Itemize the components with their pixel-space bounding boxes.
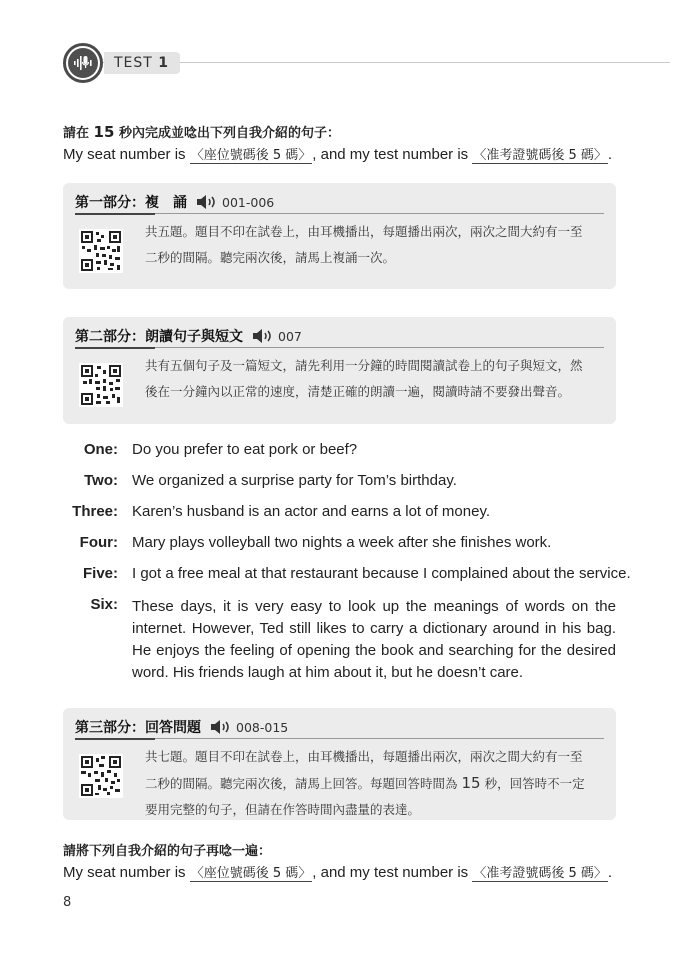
part3-title-underline	[75, 738, 155, 740]
part1-title-underline	[75, 213, 155, 215]
part2-instructions	[145, 353, 604, 405]
part3-header	[75, 716, 288, 738]
speaker-icon	[253, 329, 275, 343]
microphone-badge-icon	[63, 43, 103, 83]
page-number: 8	[63, 895, 72, 910]
part2-line-2: 後在一分鐘內以正常的速度，清楚正確的朗讀一遍，閱讀時請不要發出聲音。	[145, 384, 571, 399]
outro-end: .	[607, 864, 613, 881]
part1-header	[75, 191, 274, 213]
test-number-blank: 〈准考證號碼後 5 碼〉	[472, 862, 608, 882]
part2-rule	[155, 347, 604, 348]
sentence-text: We organized a surprise party for Tom’s birthday.	[132, 472, 457, 489]
part2-title-underline	[75, 347, 155, 349]
outro-mid-text: , and my test number is	[312, 864, 469, 881]
part2-line-1: 共有五個句子及一篇短文，請先利用一分鐘的時間閱讀試卷上的句子與短文，然	[145, 358, 583, 373]
part1-rule	[155, 213, 604, 214]
part1-audio-track: 001-006	[222, 194, 275, 210]
part3-seconds: 15	[461, 774, 481, 792]
part1-instructions	[145, 219, 604, 271]
sentence-label: Three:	[72, 503, 118, 520]
outro-seat-text: My seat number is	[63, 864, 186, 881]
intro-mid-text: , and my test number is	[312, 146, 469, 163]
sentence-label: One:	[83, 441, 118, 458]
sentence-label: Two:	[84, 472, 118, 489]
intro-instruction-pre: 請在	[63, 126, 90, 141]
sentence-text: I got a free meal at that restaurant because I complained about the service.	[132, 565, 631, 582]
test-number-blank: 〈准考證號碼後 5 碼〉	[472, 144, 608, 164]
part3-audio[interactable]	[211, 720, 288, 735]
part2-header	[75, 325, 302, 347]
part3-line-1: 共七題。題目不印在試卷上，由耳機播出，每題播出兩次，兩次之間大約有一至	[145, 749, 583, 764]
part3-title: 第三部分：回答問題	[75, 720, 201, 736]
sentence-text: Karen’s husband is an actor and earns a lot of money.	[132, 503, 491, 520]
outro-self-intro-line	[63, 862, 612, 882]
part1-title: 第一部分：複 誦	[75, 195, 187, 211]
part3-line-2a: 二秒的間隔。聽完兩次後，請馬上回答。每題回答時間為	[145, 776, 458, 791]
part3-rule	[155, 738, 604, 739]
qr-code-icon[interactable]	[79, 229, 123, 273]
part3-line-3: 要用完整的句子，但請在作答時間內盡量的表達。	[145, 802, 421, 817]
part1-section	[63, 183, 616, 289]
intro-self-intro-line	[63, 144, 612, 164]
part2-audio[interactable]	[253, 329, 302, 344]
passage-text: These days, it is very easy to look up the meanings of words on the internet. However, Ted still likes to carry a dictionary around in his bag. He enjoys the feeling of opening the book and searching for the desired word. His friends laugh at him about it, but he doesn’t care.	[132, 598, 616, 681]
part3-line-2	[145, 770, 604, 797]
part1-line-2: 二秒的間隔。聽完兩次後，請馬上複誦一次。	[145, 250, 396, 265]
sentence-label: Six:	[90, 596, 118, 613]
part3-instructions	[145, 744, 604, 823]
part2-section	[63, 317, 616, 424]
part1-audio[interactable]	[197, 195, 274, 210]
sentence-text: Mary plays volleyball two nights a week after she finishes work.	[132, 534, 552, 551]
intro-instruction	[63, 122, 340, 141]
seat-number-blank: 〈座位號碼後 5 碼〉	[190, 144, 313, 164]
test-number: 1	[158, 55, 170, 71]
part2-title: 第二部分：朗讀句子與短文	[75, 329, 243, 345]
sentence-label: Five:	[82, 565, 118, 582]
part3-audio-track: 008-015	[236, 719, 289, 735]
part1-line-1: 共五題。題目不印在試卷上，由耳機播出，每題播出兩次，兩次之間大約有一至	[145, 224, 583, 239]
speaker-icon	[211, 720, 233, 734]
part2-audio-track: 007	[278, 328, 302, 344]
outro-instruction: 請將下列自我介紹的句子再唸一遍：	[63, 844, 272, 859]
part3-section	[63, 708, 616, 820]
intro-end: .	[607, 146, 613, 163]
qr-code-icon[interactable]	[79, 363, 123, 407]
test-label: TEST	[114, 55, 153, 71]
part3-line-2b: 秒，回答時不一定	[484, 776, 585, 791]
test-tab	[104, 52, 180, 74]
intro-seat-text: My seat number is	[63, 146, 186, 163]
qr-code-icon[interactable]	[79, 754, 123, 798]
intro-seconds: 15	[93, 123, 115, 141]
sentence-label: Four:	[79, 534, 118, 551]
speaker-icon	[197, 195, 219, 209]
sentence-text: Do you prefer to eat pork or beef?	[132, 441, 358, 458]
seat-number-blank: 〈座位號碼後 5 碼〉	[190, 862, 313, 882]
intro-instruction-post: 秒內完成並唸出下列自我介紹的句子：	[118, 126, 340, 141]
